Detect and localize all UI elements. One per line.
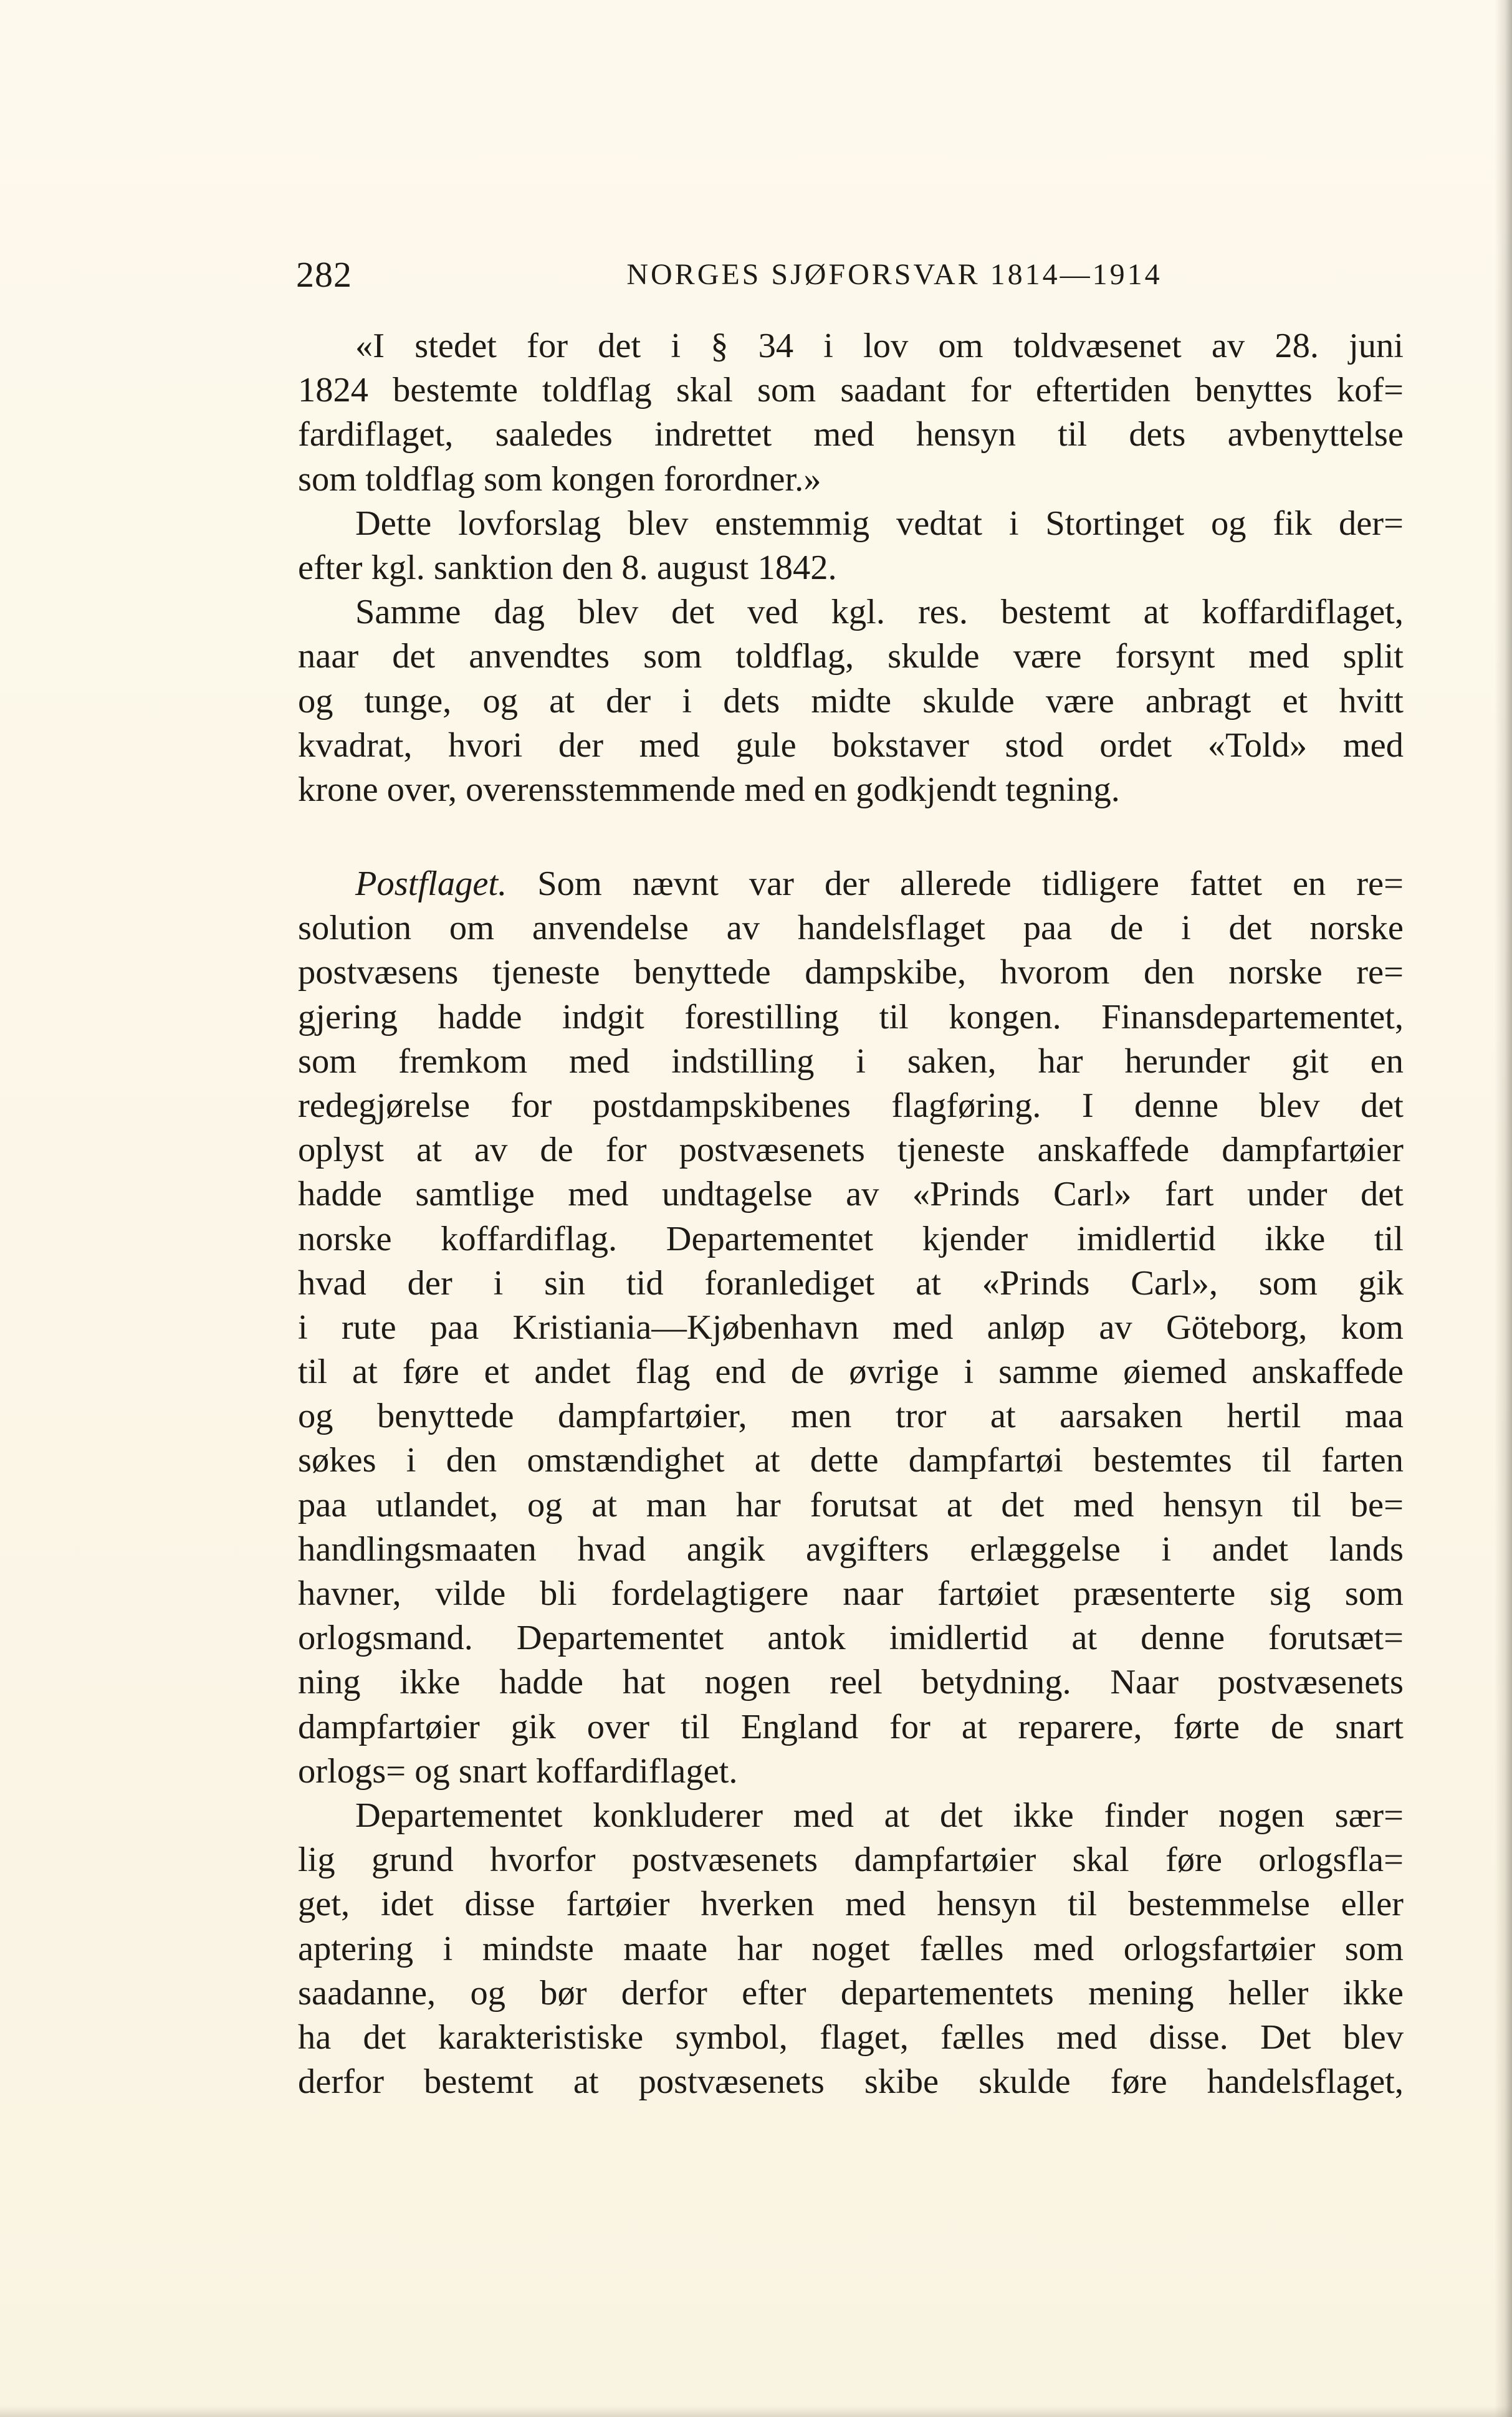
paragraph-samme-dag [298, 590, 1404, 812]
text-line: fardiflaget, saaledes indrettet med hensyn til dets avbenyttelse [298, 415, 1404, 454]
text-line: kvadrat, hvori der med gule bokstaver stod ordet «Told» med [298, 725, 1404, 765]
text-line: lig grund hvorfor postvæsenets dampfartøier skal føre orlogsfla= [298, 1840, 1404, 1880]
text-line: til at føre et andet flag end de øvrige i samme øiemed anskaffede [298, 1352, 1404, 1392]
text-line: Samme dag blev det ved kgl. res. bestemt at koffardiflaget, [355, 593, 1404, 632]
text-line: get, idet disse fartøier hverken med hensyn til bestemmelse eller [298, 1885, 1404, 1924]
page-edge-shadow [1495, 0, 1512, 2417]
text-line: dampfartøier gik over til England for at reparere, førte de snart [298, 1707, 1404, 1746]
text-line: hvad der i sin tid foranlediget at «Prinds Carl», som gik [298, 1263, 1404, 1303]
running-title: NORGES SJØFORSVAR 1814—1914 [626, 258, 1162, 291]
text-line: orlogs= og snart koffardiflaget. [298, 1751, 738, 1791]
page-number: 282 [296, 254, 352, 295]
text-line: og tunge, og at der i dets midte skulde være anbragt et hvitt [298, 681, 1404, 720]
text-line: aptering i mindste maate har noget fælles med orlogsfartøier som [298, 1929, 1404, 1968]
text-line: Dette lovforslag blev enstemmig vedtat i Stortinget og fik der= [355, 504, 1404, 543]
paragraph-postflaget [298, 862, 1404, 1794]
text-line: gjering hadde indgit forestilling til kongen. Finansdepartementet, [298, 997, 1404, 1036]
text-section-postflaget [298, 862, 1404, 2104]
text-line: postvæsens tjeneste benyttede dampskibe, hvorom den norske re= [298, 953, 1404, 992]
text-line: solution om anvendelse av handelsflaget paa de i det norske [298, 909, 1404, 948]
paragraph-departementet [298, 1794, 1404, 2104]
text-line: efter kgl. sanktion den 8. august 1842. [298, 548, 837, 587]
text-line: naar det anvendtes som toldflag, skulde være forsynt med split [298, 637, 1404, 676]
text-line: i rute paa Kristiania—Kjøbenhavn med anløp av Göteborg, kom [298, 1308, 1404, 1347]
text-line: og benyttede dampfartøier, men tror at aarsaken hertil maa [298, 1397, 1404, 1436]
text-section-toldflag [298, 324, 1404, 812]
text-line: norske koffardiflag. Departementet kjender imidlertid ikke til [298, 1219, 1404, 1258]
text-line: som fremkom med indstilling i saken, har herunder git en [298, 1041, 1404, 1081]
text-line: hadde samtlige med undtagelse av «Prinds Carl» fart under det [298, 1175, 1404, 1214]
page-header [296, 246, 1402, 302]
text-line: derfor bestemt at postvæsenets skibe skulde føre handelsflaget, [298, 2062, 1404, 2102]
text-line: ha det karakteristiske symbol, flaget, fælles med disse. Det blev [298, 2017, 1404, 2057]
text-line: «I stedet for det i § 34 i lov om toldvæsenet av 28. juni [355, 327, 1404, 365]
text-line: Departementet konkluderer med at det ikke finder nogen sær= [355, 1796, 1404, 1835]
text-line: orlogsmand. Departementet antok imidlertid at denne forutsæt= [298, 1619, 1404, 1658]
text-line: søkes i den omstændighet at dette dampfartøi bestemtes til farten [298, 1441, 1404, 1480]
text-line: redegjørelse for postdampskibenes flagføring. I denne blev det [298, 1086, 1404, 1125]
text-line: saadanne, og bør derfor efter departementets mening heller ikke [298, 1973, 1404, 2013]
text-line: oplyst at av de for postvæsenets tjeneste anskaffede dampfartøier [298, 1131, 1404, 1170]
text-line: havner, vilde bli fordelagtigere naar fartøiet præsenterte sig som [298, 1574, 1404, 1613]
text-line [298, 862, 1404, 906]
text-line: handlingsmaaten hvad angik avgifters erlæggelse i andet lands [298, 1529, 1404, 1569]
text-line: paa utlandet, og at man har forutsat at det med hensyn til be= [298, 1485, 1404, 1524]
section-heading-postflaget: Postflaget. [355, 864, 507, 903]
page-bottom-shadow [0, 2406, 1512, 2417]
text-line: ning ikke hadde hat nogen reel betydning. Naar postvæsenets [298, 1663, 1404, 1702]
paragraph-quote [298, 324, 1404, 502]
paragraph-lovforslag [298, 502, 1404, 590]
text-fragment: Som nævnt var der allerede tidligere fattet en re= [537, 864, 1404, 903]
text-line: som toldflag som kongen forordner.» [298, 459, 821, 499]
text-line: 1824 bestemte toldflag skal som saadant for eftertiden benyttes kof= [298, 371, 1404, 410]
text-line: krone over, overensstemmende med en godkjendt tegning. [298, 770, 1120, 809]
